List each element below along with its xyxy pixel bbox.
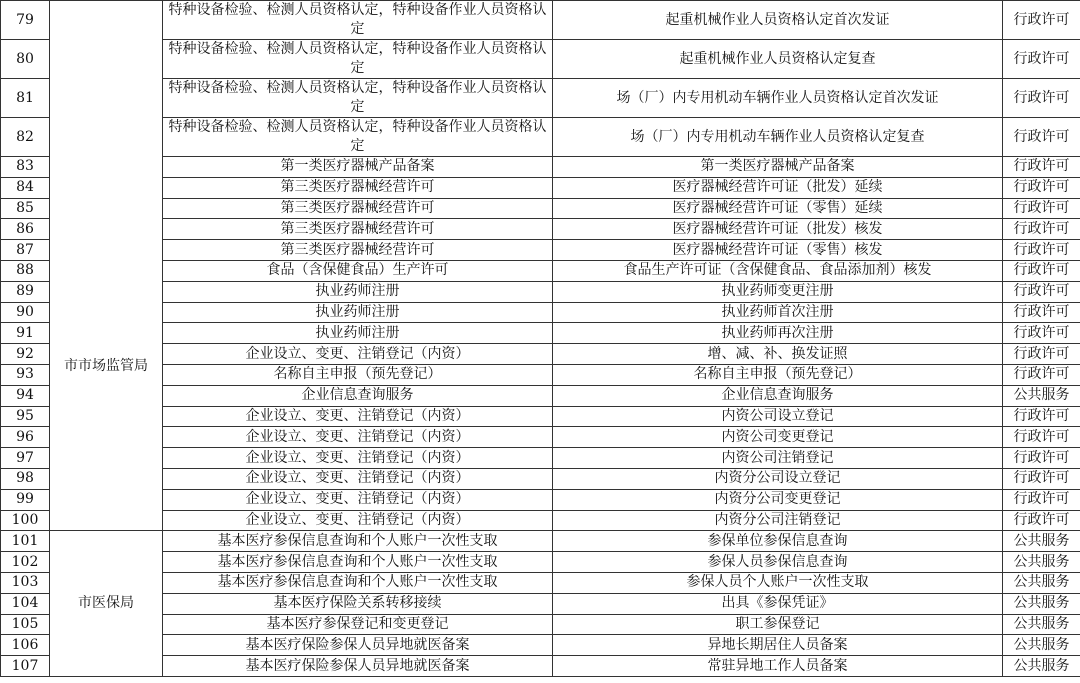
item-type: 行政许可 xyxy=(1003,489,1080,510)
table-row xyxy=(1,118,1080,157)
item-name: 特种设备检验、检测人员资格认定，特种设备作业人员资格认定 xyxy=(163,1,553,40)
sub-item-name: 医疗器械经营许可证（批发）核发 xyxy=(553,219,1003,240)
item-name: 基本医疗保险参保人员异地就医备案 xyxy=(163,656,553,677)
item-type: 公共服务 xyxy=(1003,614,1080,635)
item-type: 行政许可 xyxy=(1003,281,1080,302)
table-row xyxy=(1,614,1080,635)
table-row xyxy=(1,219,1080,240)
sub-item-name: 执业药师再次注册 xyxy=(553,323,1003,344)
sub-item-name: 内资分公司变更登记 xyxy=(553,489,1003,510)
item-name: 基本医疗参保信息查询和个人账户一次性支取 xyxy=(163,572,553,593)
sub-item-name: 起重机械作业人员资格认定复查 xyxy=(553,40,1003,79)
table-row xyxy=(1,427,1080,448)
table-row xyxy=(1,302,1080,323)
department-label: 市市场监管局 xyxy=(64,357,148,374)
sub-item-name: 参保人员个人账户一次性支取 xyxy=(553,572,1003,593)
department-label: 市医保局 xyxy=(78,595,134,612)
sub-item-name: 场（厂）内专用机动车辆作业人员资格认定首次发证 xyxy=(553,79,1003,118)
item-name: 基本医疗参保信息查询和个人账户一次性支取 xyxy=(163,552,553,573)
item-type: 公共服务 xyxy=(1003,385,1080,406)
row-number: 100 xyxy=(1,510,50,531)
row-number: 97 xyxy=(1,448,50,469)
row-number: 79 xyxy=(1,1,50,40)
row-number: 104 xyxy=(1,593,50,614)
item-name: 第三类医疗器械经营许可 xyxy=(163,198,553,219)
item-type: 公共服务 xyxy=(1003,635,1080,656)
row-number: 102 xyxy=(1,552,50,573)
row-number: 89 xyxy=(1,281,50,302)
row-number: 83 xyxy=(1,157,50,178)
item-type: 公共服务 xyxy=(1003,572,1080,593)
item-name: 企业设立、变更、注销登记（内资） xyxy=(163,427,553,448)
table-row xyxy=(1,281,1080,302)
item-name: 企业设立、变更、注销登记（内资） xyxy=(163,468,553,489)
item-type: 行政许可 xyxy=(1003,1,1080,40)
table-row xyxy=(1,531,1080,552)
row-number: 94 xyxy=(1,385,50,406)
row-number: 101 xyxy=(1,531,50,552)
row-number: 92 xyxy=(1,344,50,365)
item-type: 行政许可 xyxy=(1003,302,1080,323)
item-type: 公共服务 xyxy=(1003,656,1080,677)
item-name: 执业药师注册 xyxy=(163,323,553,344)
sub-item-name: 执业药师变更注册 xyxy=(553,281,1003,302)
sub-item-name: 增、减、补、换发证照 xyxy=(553,344,1003,365)
item-type: 行政许可 xyxy=(1003,468,1080,489)
row-number: 87 xyxy=(1,240,50,261)
item-name: 企业信息查询服务 xyxy=(163,385,553,406)
table-row xyxy=(1,572,1080,593)
item-type: 行政许可 xyxy=(1003,364,1080,385)
sub-item-name: 内资公司注销登记 xyxy=(553,448,1003,469)
item-name: 企业设立、变更、注销登记（内资） xyxy=(163,510,553,531)
row-number: 96 xyxy=(1,427,50,448)
sub-item-name: 企业信息查询服务 xyxy=(553,385,1003,406)
item-type: 行政许可 xyxy=(1003,406,1080,427)
row-number: 86 xyxy=(1,219,50,240)
sub-item-name: 职工参保登记 xyxy=(553,614,1003,635)
item-name: 第三类医疗器械经营许可 xyxy=(163,177,553,198)
item-type: 行政许可 xyxy=(1003,198,1080,219)
row-number: 105 xyxy=(1,614,50,635)
table-row xyxy=(1,635,1080,656)
item-type: 行政许可 xyxy=(1003,177,1080,198)
item-type: 行政许可 xyxy=(1003,427,1080,448)
sub-item-name: 参保单位参保信息查询 xyxy=(553,531,1003,552)
item-type: 行政许可 xyxy=(1003,323,1080,344)
item-type: 行政许可 xyxy=(1003,448,1080,469)
table-row xyxy=(1,323,1080,344)
table-row xyxy=(1,593,1080,614)
item-name: 执业药师注册 xyxy=(163,281,553,302)
row-number: 103 xyxy=(1,572,50,593)
sub-item-name: 场（厂）内专用机动车辆作业人员资格认定复查 xyxy=(553,118,1003,157)
row-number: 93 xyxy=(1,364,50,385)
row-number: 106 xyxy=(1,635,50,656)
item-name: 企业设立、变更、注销登记（内资） xyxy=(163,344,553,365)
row-number: 90 xyxy=(1,302,50,323)
sub-item-name: 出具《参保凭证》 xyxy=(553,593,1003,614)
sub-item-name: 食品生产许可证（含保健食品、食品添加剂）核发 xyxy=(553,260,1003,281)
sub-item-name: 内资分公司设立登记 xyxy=(553,468,1003,489)
item-name: 第三类医疗器械经营许可 xyxy=(163,240,553,261)
item-name: 基本医疗参保登记和变更登记 xyxy=(163,614,553,635)
item-name: 食品（含保健食品）生产许可 xyxy=(163,260,553,281)
item-type: 行政许可 xyxy=(1003,260,1080,281)
table-row xyxy=(1,40,1080,79)
table-row xyxy=(1,79,1080,118)
item-name: 执业药师注册 xyxy=(163,302,553,323)
item-name: 企业设立、变更、注销登记（内资） xyxy=(163,406,553,427)
sub-item-name: 常驻异地工作人员备案 xyxy=(553,656,1003,677)
table-row xyxy=(1,177,1080,198)
table-row xyxy=(1,364,1080,385)
item-name: 基本医疗保险参保人员异地就医备案 xyxy=(163,635,553,656)
department-medical xyxy=(50,531,163,677)
row-number: 88 xyxy=(1,260,50,281)
table-row xyxy=(1,552,1080,573)
row-number: 107 xyxy=(1,656,50,677)
item-type: 行政许可 xyxy=(1003,157,1080,178)
item-name: 第一类医疗器械产品备案 xyxy=(163,157,553,178)
table-row xyxy=(1,468,1080,489)
item-type: 行政许可 xyxy=(1003,510,1080,531)
sub-item-name: 内资公司设立登记 xyxy=(553,406,1003,427)
item-type: 行政许可 xyxy=(1003,79,1080,118)
item-type: 行政许可 xyxy=(1003,40,1080,79)
item-type: 公共服务 xyxy=(1003,593,1080,614)
item-name: 基本医疗参保信息查询和个人账户一次性支取 xyxy=(163,531,553,552)
table-row xyxy=(1,489,1080,510)
row-number: 85 xyxy=(1,198,50,219)
table-row xyxy=(1,448,1080,469)
sub-item-name: 名称自主申报（预先登记） xyxy=(553,364,1003,385)
row-number: 98 xyxy=(1,468,50,489)
table-row xyxy=(1,510,1080,531)
row-number: 91 xyxy=(1,323,50,344)
sub-item-name: 起重机械作业人员资格认定首次发证 xyxy=(553,1,1003,40)
item-name: 名称自主申报（预先登记） xyxy=(163,364,553,385)
table-row xyxy=(1,157,1080,178)
row-number: 81 xyxy=(1,79,50,118)
department-market xyxy=(50,1,163,531)
item-type: 公共服务 xyxy=(1003,531,1080,552)
table-row xyxy=(1,406,1080,427)
sub-item-name: 医疗器械经营许可证（零售）延续 xyxy=(553,198,1003,219)
sub-item-name: 内资公司变更登记 xyxy=(553,427,1003,448)
item-name: 特种设备检验、检测人员资格认定，特种设备作业人员资格认定 xyxy=(163,40,553,79)
row-number: 84 xyxy=(1,177,50,198)
table-row xyxy=(1,656,1080,677)
sub-item-name: 医疗器械经营许可证（零售）核发 xyxy=(553,240,1003,261)
item-name: 企业设立、变更、注销登记（内资） xyxy=(163,489,553,510)
table-row xyxy=(1,385,1080,406)
item-name: 企业设立、变更、注销登记（内资） xyxy=(163,448,553,469)
item-name: 特种设备检验、检测人员资格认定，特种设备作业人员资格认定 xyxy=(163,118,553,157)
item-type: 行政许可 xyxy=(1003,219,1080,240)
sub-item-name: 第一类医疗器械产品备案 xyxy=(553,157,1003,178)
item-name: 特种设备检验、检测人员资格认定，特种设备作业人员资格认定 xyxy=(163,79,553,118)
table-row xyxy=(1,1,1080,40)
item-type: 行政许可 xyxy=(1003,344,1080,365)
sub-item-name: 异地长期居住人员备案 xyxy=(553,635,1003,656)
sub-item-name: 医疗器械经营许可证（批发）延续 xyxy=(553,177,1003,198)
table-row xyxy=(1,344,1080,365)
row-number: 99 xyxy=(1,489,50,510)
sub-item-name: 参保人员参保信息查询 xyxy=(553,552,1003,573)
item-name: 基本医疗保险关系转移接续 xyxy=(163,593,553,614)
table-row xyxy=(1,198,1080,219)
item-type: 行政许可 xyxy=(1003,240,1080,261)
item-type: 公共服务 xyxy=(1003,552,1080,573)
sub-item-name: 执业药师首次注册 xyxy=(553,302,1003,323)
table-row xyxy=(1,240,1080,261)
table-body xyxy=(1,1,1080,677)
sub-item-name: 内资分公司注销登记 xyxy=(553,510,1003,531)
row-number: 95 xyxy=(1,406,50,427)
item-type: 行政许可 xyxy=(1003,118,1080,157)
row-number: 80 xyxy=(1,40,50,79)
item-name: 第三类医疗器械经营许可 xyxy=(163,219,553,240)
row-number: 82 xyxy=(1,118,50,157)
table-row xyxy=(1,260,1080,281)
